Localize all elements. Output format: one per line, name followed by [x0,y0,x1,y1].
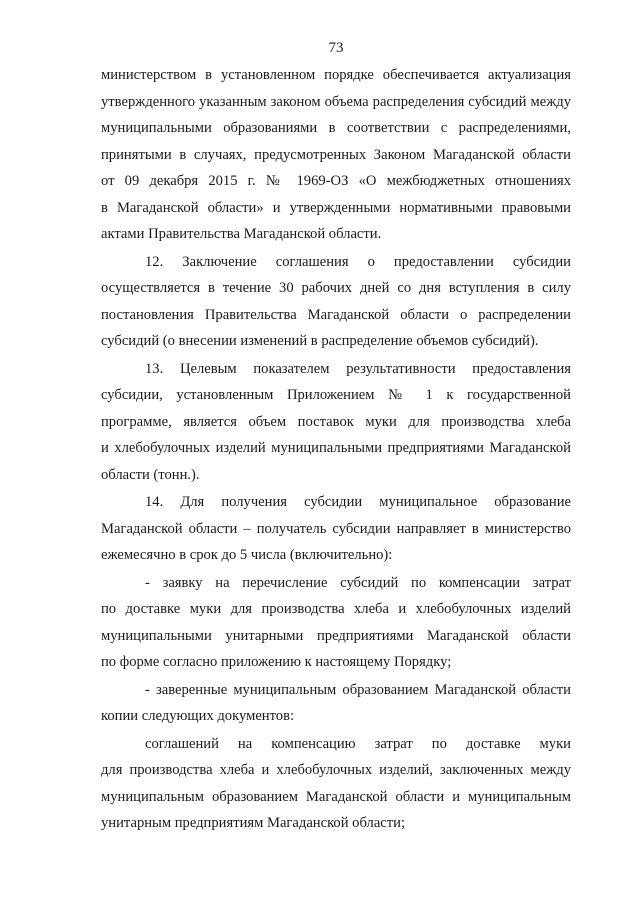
text-line: осуществляется в течение 30 рабочих дней со дня вступления в силу [101,280,571,296]
text-line: субсидий (о внесении изменений в распределение объемов субсидий). [101,333,539,349]
text-line: ежемесячно в срок до 5 числа (включительно): [101,547,393,563]
text-line: для производства хлеба и хлебобулочных изделий, заключенных между [101,762,571,778]
text-line: муниципальным образованием Магаданской области и муниципальным [101,788,571,805]
page-number: 73 [328,40,344,56]
text-line: от 09 декабря 2015 г. № 1969-ОЗ «О межбюджетных отношениях [101,173,571,189]
text-line: актами Правительства Магаданской области. [101,226,382,242]
text-line: 14. Для получения субсидии муниципальное образование [145,494,571,510]
text-line: утвержденного указанным законом объема распределения субсидий между [101,93,571,110]
paragraph-14-application [101,570,571,676]
text-line: унитарным предприятиям Магаданской области; [101,815,406,831]
text-line: - заявку на перечисление субсидий по компенсации затрат [145,574,571,591]
paragraph-14-copies [101,677,571,730]
paragraph-14-agreements [101,731,571,837]
paragraph-intro [101,62,571,248]
text-line: - заверенные муниципальным образованием Магаданской области [145,681,571,698]
paragraph-14 [101,489,571,569]
paragraph-12 [101,249,571,355]
text-line: в Магаданской области» и утвержденными нормативными правовыми [101,199,571,216]
text-line: соглашений на компенсацию затрат по доставке муки [145,735,571,752]
text-line: Магаданской области – получатель субсидии направляет в министерство [101,520,571,537]
document-body [101,62,571,837]
text-line: копии следующих документов: [101,708,295,724]
text-line: министерством в установленном порядке обеспечивается актуализация [101,67,571,83]
text-line: постановления Правительства Магаданской области о распределении [101,306,571,323]
text-line: муниципальными унитарными предприятиями Магаданской области [101,627,571,644]
text-line: программе, является объем поставок муки для производства хлеба [101,413,571,430]
paragraph-13 [101,356,571,489]
text-line: субсидии, установленным Приложением № 1 к государственной [101,387,571,403]
text-line: и хлебобулочных изделий муниципальными предприятиями Магаданской [101,440,571,456]
text-line: муниципальными образованиями в соответствии с распределениями, [101,120,571,136]
text-line: 12. Заключение соглашения о предоставлении субсидии [145,253,571,270]
text-line: 13. Целевым показателем результативности предоставления [145,360,571,377]
text-line: принятыми в случаях, предусмотренных Законом Магаданской области [101,146,571,163]
text-line: области (тонн.). [101,466,200,483]
text-line: по форме согласно приложению к настоящему Порядку; [101,654,452,670]
text-line: по доставке муки для производства хлеба и хлебобулочных изделий [101,601,571,617]
